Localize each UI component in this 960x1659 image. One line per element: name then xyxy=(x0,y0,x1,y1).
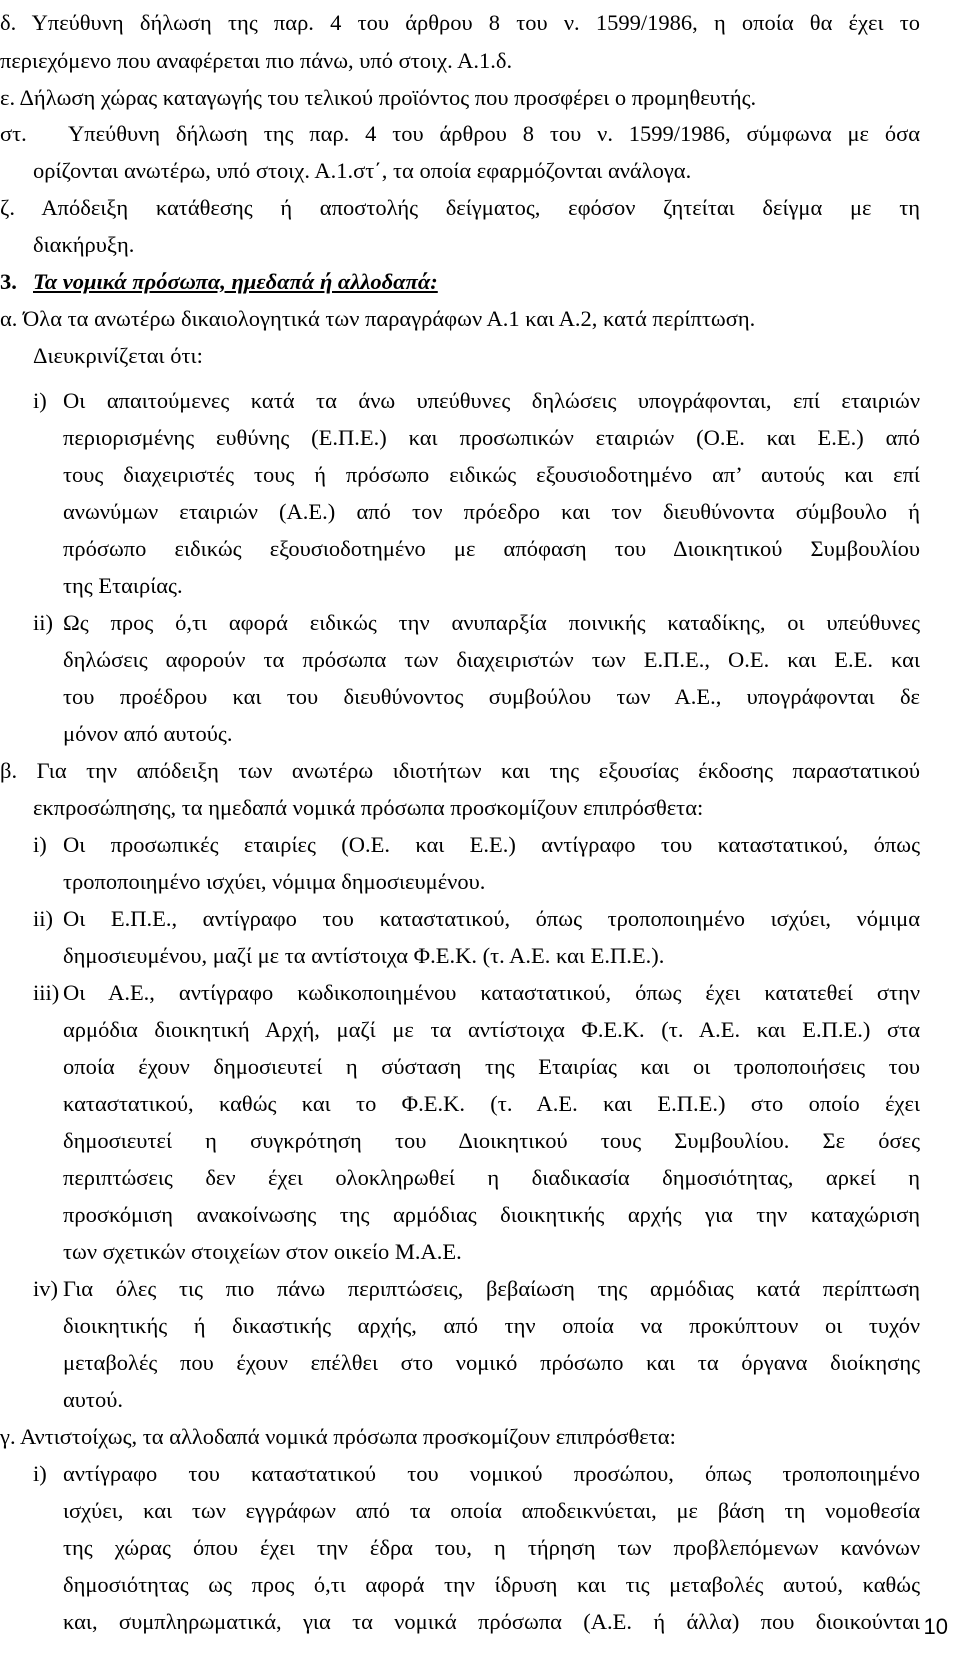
text-line: μόνον από αυτούς. xyxy=(63,721,233,746)
text-line: οποία έχουν δημοσιευτεί η σύσταση της Εταιρίας και οι τροποποιήσεις του xyxy=(63,1054,920,1079)
text-line: Ως προς ό,τι αφορά ειδικώς την ανυπαρξία ποινικής καταδίκης, οι υπεύθυνες xyxy=(63,610,920,635)
text-line: τους διαχειριστές τους ή πρόσωπο ειδικώς εξουσιοδοτημένο απ’ αυτούς και επί xyxy=(63,462,920,487)
list-marker: ii) xyxy=(33,906,53,931)
list-marker: στ. xyxy=(0,121,27,146)
list-marker: i) xyxy=(33,388,47,413)
text-line: δημοσιευμένου, μαζί με τα αντίστοιχα Φ.Ε.Κ. (τ. Α.Ε. και Ε.Π.Ε.). xyxy=(63,943,665,968)
text-line: ανωνύμων εταιριών (Α.Ε.) από τον πρόεδρο και τον διευθύνοντα σύμβουλο ή xyxy=(63,499,920,524)
text-line: εκπροσώπησης, τα ημεδαπά νομικά πρόσωπα προσκομίζουν επιπρόσθετα: xyxy=(33,795,704,820)
text-line: αντίγραφο του καταστατικού του νομικού προσώπου, όπως τροποποιημένο xyxy=(63,1461,920,1486)
list-marker: 3. xyxy=(0,269,17,294)
text-line: α. Όλα τα ανωτέρω δικαιολογητικά των παραγράφων Α.1 και Α.2, κατά περίπτωση. xyxy=(0,306,756,331)
text-line: δηλώσεις αφορούν τα πρόσωπα των διαχειριστών των Ε.Π.Ε., Ο.Ε. και Ε.Ε. και xyxy=(63,647,920,672)
section-heading: Τα νομικά πρόσωπα, ημεδαπά ή αλλοδαπά: xyxy=(33,269,438,294)
text-line: διακήρυξη. xyxy=(33,232,135,257)
text-line: Οι προσωπικές εταιρίες (Ο.Ε. και Ε.Ε.) αντίγραφο του καταστατικού, όπως xyxy=(63,832,920,857)
text-line: δημοσιευτεί η συγκρότηση του Διοικητικού τους Συμβουλίου. Σε όσες xyxy=(63,1128,920,1153)
text-line: Υπεύθυνη δήλωση της παρ. 4 του άρθρου 8 του ν. 1599/1986, σύμφωνα με όσα xyxy=(68,121,920,146)
text-line: Οι απαιτούμενες κατά τα άνω υπεύθυνες δηλώσεις υπογράφονται, επί εταιριών xyxy=(63,388,920,413)
text-line: Οι Ε.Π.Ε., αντίγραφο του καταστατικού, όπως τροποποιημένο ισχύει, νόμιμα xyxy=(63,906,920,931)
text-line: αυτού. xyxy=(63,1387,123,1412)
text-line: διοικητικής ή δικαστικής αρχής, από την οποία να προκύπτουν οι τυχόν xyxy=(63,1313,920,1338)
list-marker: iii) xyxy=(33,980,60,1005)
text-line: της Εταιρίας. xyxy=(63,573,183,598)
text-line: δ. Υπεύθυνη δήλωση της παρ. 4 του άρθρου 8 του ν. 1599/1986, η οποία θα έχει το xyxy=(0,10,920,35)
text-line: γ. Αντιστοίχως, τα αλλοδαπά νομικά πρόσωπα προσκομίζουν επιπρόσθετα: xyxy=(0,1424,676,1449)
text-line: περιορισμένης ευθύνης (Ε.Π.Ε.) και προσωπικών εταιριών (Ο.Ε. και Ε.Ε.) από xyxy=(63,425,920,450)
text-line: πρόσωπο ειδικώς εξουσιοδοτημένο με απόφαση του Διοικητικού Συμβουλίου xyxy=(63,536,920,561)
list-marker: iv) xyxy=(33,1276,58,1301)
text-line: μεταβολές που έχουν επέλθει στο νομικό πρόσωπο και τα όργανα διοίκησης xyxy=(63,1350,920,1375)
text-line: προσκόμιση ανακοίνωσης της αρμόδιας διοικητικής αρχής για την καταχώριση xyxy=(63,1202,920,1227)
text-line: ορίζονται ανωτέρω, υπό στοιχ. Α.1.στ΄, τα οποία εφαρμόζονται ανάλογα. xyxy=(33,158,692,183)
text-line: ισχύει, και των εγγράφων από τα οποία αποδεικνύεται, με βάση τη νομοθεσία xyxy=(63,1498,920,1523)
text-line: των σχετικών στοιχείων στον οικείο Μ.Α.Ε. xyxy=(63,1239,462,1264)
text-line: αρμόδια διοικητική Αρχή, μαζί με τα αντίστοιχα Φ.Ε.Κ. (τ. Α.Ε. και Ε.Π.Ε.) στα xyxy=(63,1017,920,1042)
text-line: ε. Δήλωση χώρας καταγωγής του τελικού προϊόντος που προσφέρει ο προμηθευτής. xyxy=(0,85,757,110)
list-marker: i) xyxy=(33,1461,47,1486)
list-marker: ii) xyxy=(33,610,53,635)
text-line: περιεχόμενο που αναφέρεται πιο πάνω, υπό στοιχ. Α.1.δ. xyxy=(0,48,513,73)
text-line: Οι Α.Ε., αντίγραφο κωδικοποιημένου καταστατικού, όπως έχει κατατεθεί στην xyxy=(63,980,920,1005)
text-line: β. Για την απόδειξη των ανωτέρω ιδιοτήτων και της εξουσίας έκδοσης παραστατικού xyxy=(0,758,920,783)
text-line: περιπτώσεις δεν έχει ολοκληρωθεί η διαδικασία δημοσιότητας, αρκεί η xyxy=(63,1165,920,1190)
text-line: ζ. Απόδειξη κατάθεσης ή αποστολής δείγματος, εφόσον ζητείται δείγμα με τη xyxy=(0,195,920,220)
text-line: της χώρας όπου έχει την έδρα του, η τήρηση των προβλεπόμενων κανόνων xyxy=(63,1535,920,1560)
list-marker: i) xyxy=(33,832,47,857)
text-line: του προέδρου και του διευθύνοντος συμβούλου των Α.Ε., υπογράφονται δε xyxy=(63,684,920,709)
text-line: Διευκρινίζεται ότι: xyxy=(33,343,203,368)
text-line: δημοσιότητας ως προς ό,τι αφορά την ίδρυση και τις μεταβολές αυτού, καθώς xyxy=(63,1572,920,1597)
page-number: 10 xyxy=(923,1614,948,1639)
text-line: και, συμπληρωματικά, για τα νομικά πρόσωπα (Α.Ε. ή άλλα) που διοικούνται xyxy=(63,1609,920,1634)
text-line: Για όλες τις πιο πάνω περιπτώσεις, βεβαίωση της αρμόδιας κατά περίπτωση xyxy=(63,1276,920,1301)
text-line: τροποποιημένο ισχύει, νόμιμα δημοσιευμένου. xyxy=(63,869,486,894)
text-line: καταστατικού, καθώς και το Φ.Ε.Κ. (τ. Α.Ε. και Ε.Π.Ε.) στο οποίο έχει xyxy=(63,1091,920,1116)
